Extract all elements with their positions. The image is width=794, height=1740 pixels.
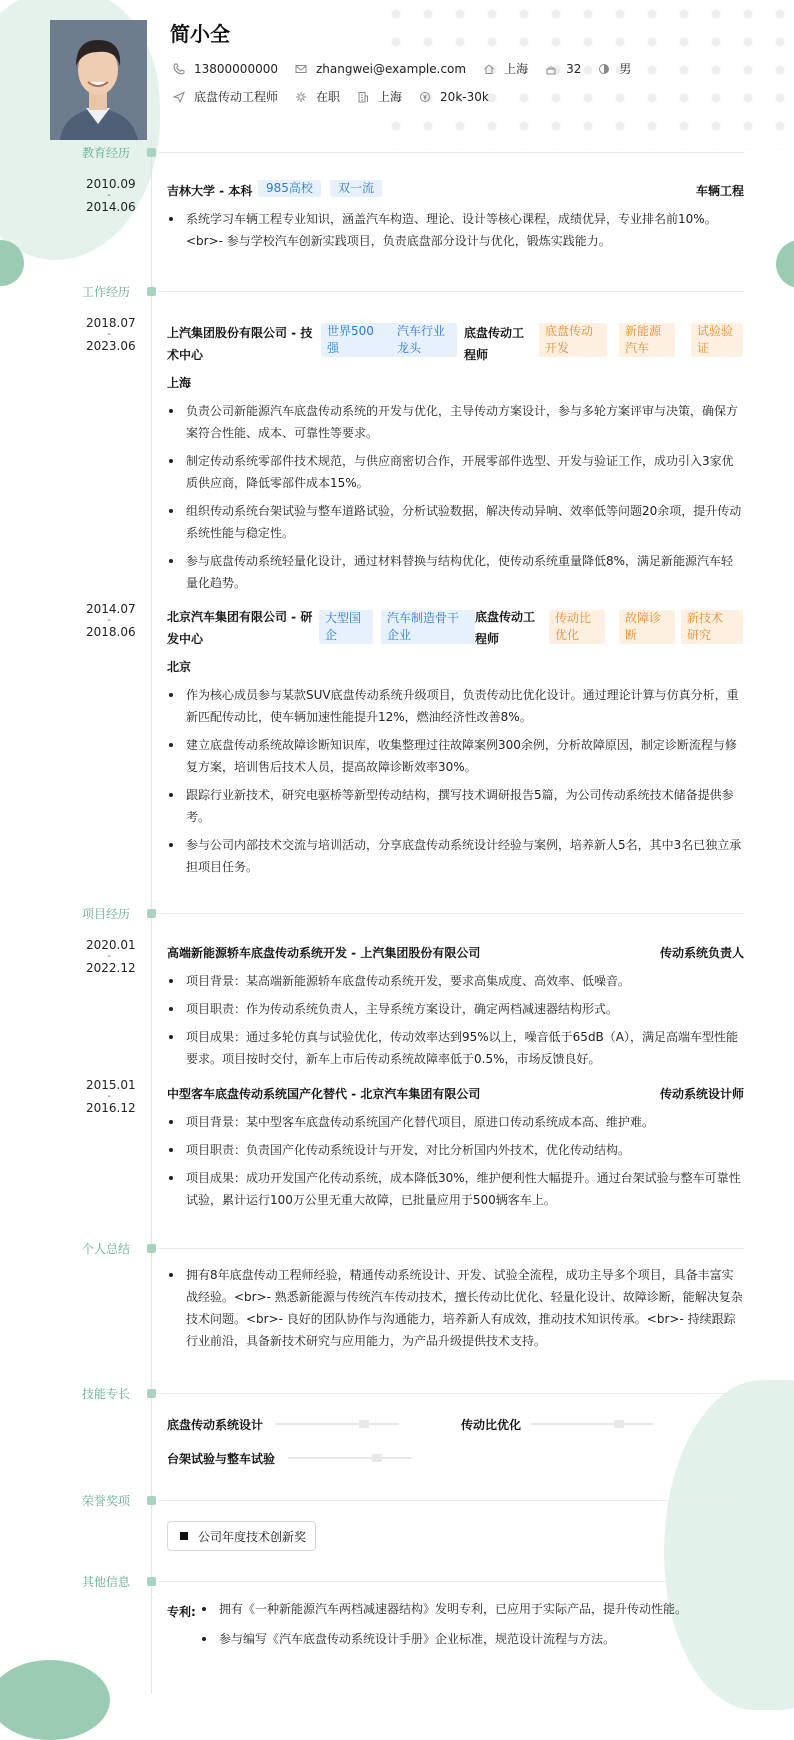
role-name-line: 程师 [475, 632, 500, 646]
phone-item [172, 62, 278, 76]
edu-desc-list [167, 208, 744, 258]
section-title-summary: 个人总结 [82, 1242, 131, 1256]
work-date [86, 602, 136, 639]
section-marker [147, 148, 156, 157]
company-name-line: 北京汽车集团有限公司 - 研 [167, 610, 313, 624]
section-divider [158, 1393, 744, 1394]
tag-text: 新技术 [687, 611, 724, 625]
section-divider [158, 1248, 744, 1249]
skill-level-bar [288, 1457, 412, 1459]
list-item: 参与公司内部技术交流与培训活动，分享底盘传动系统设计经验与案例，培养新人5名，其中3名已独立承担项目任务。 [167, 834, 744, 878]
send-icon [172, 90, 186, 104]
role-tag [691, 323, 743, 357]
date-separator: - [107, 951, 111, 962]
job-info-row [172, 88, 505, 105]
list-item: 制定传动系统零部件技术规范，与供应商密切合作，开展零部件选型、开发与验证工作，成功引入3家优质供应商，降低零部件成本15%。 [167, 450, 744, 494]
skill-level-bar [530, 1423, 654, 1425]
section-marker [147, 1496, 156, 1505]
tag-text: 大型国 [325, 611, 362, 625]
phone-value: 13800000000 [194, 61, 278, 76]
age-value: 32 [566, 61, 582, 76]
tag-text: 企业 [387, 628, 412, 642]
tag-text: 研究 [687, 628, 712, 642]
date-end: 2016.12 [86, 1101, 136, 1115]
list-item: 组织传动系统台架试验与整车道路试验，分析试验数据，解决传动异响、效率低等问题20余项，提升传动系统性能与稳定性。 [167, 500, 744, 544]
list-item: 项目背景：某高端新能源轿车底盘传动系统开发，要求高集成度、高效率、低噪音。 [167, 970, 744, 992]
list-item: 系统学习车辆工程专业知识，涵盖汽车构造、理论、设计等核心课程，成绩优异，专业排名前10%。<br>- 参与学校汽车创新实践项目，负责底盘部分设计与优化，锻炼实践能力。 [167, 208, 744, 252]
list-item: 拥有8年底盘传动工程师经验，精通传动系统设计、开发、试验全流程，成功主导多个项目，具备丰富实战经验。<br>- 熟悉新能源与传统汽车传动技术，擅长传动比优化、轻量化设计、故障诊断，能解决复杂技术问题。<br>- 良好的团队协作与沟通能力，培养新人有成效，推动技术知识传承。<br>- 持续跟踪行业前沿，具备新技术研究与应用能力，为产品升级提供技术支持。 [167, 1264, 744, 1352]
skill-name: 传动比优化 [461, 1418, 522, 1432]
tag-text: 开发 [545, 341, 570, 355]
tag-text: 试验验 [697, 324, 734, 338]
summary-list [167, 1264, 744, 1358]
date-end: 2023.06 [86, 339, 136, 353]
company-name-line: 术中心 [167, 348, 204, 362]
date-separator: - [107, 329, 111, 340]
company-tag [381, 610, 475, 644]
home-icon [482, 62, 496, 76]
work-city: 上海 [167, 376, 192, 390]
date-separator: - [107, 1091, 111, 1102]
salary-item [418, 90, 489, 104]
age-icon [544, 62, 558, 76]
age-item [544, 62, 581, 76]
list-item: 项目成果：成功开发国产化传动系统，成本降低30%，维护便利性大幅提升。通过台架试验与整车可靠性试验，累计运行100万公里无重大故障，已批量应用于500辆客车上。 [167, 1167, 744, 1211]
date-start: 2015.01 [86, 1078, 136, 1092]
list-item: 拥有《一种新能源汽车两档减速器结构》发明专利，已应用于实际产品，提升传动性能。 [200, 1598, 740, 1620]
work-date [86, 316, 136, 353]
tag-text: 传动比 [555, 611, 592, 625]
skill-name: 台架试验与整车试验 [167, 1452, 276, 1466]
section-divider [158, 913, 744, 914]
company-name-line: 发中心 [167, 632, 204, 646]
edu-tag: 985高校 [258, 180, 321, 197]
skill-level-thumb [614, 1420, 624, 1428]
candidate-name: 简小全 [170, 22, 230, 46]
list-item: 作为核心成员参与某款SUV底盘传动系统升级项目，负责传动比优化设计。通过理论计算与仿真分析，重新匹配传动比，使车辆加速性能提升12%，燃油经济性改善8%。 [167, 684, 744, 728]
work-city: 北京 [167, 660, 192, 674]
award-badge [167, 1521, 316, 1551]
section-divider [158, 1500, 744, 1501]
status-value: 在职 [316, 90, 341, 104]
list-item: 负责公司新能源汽车底盘传动系统的开发与优化，主导传动方案设计，参与多轮方案评审与决策，确保方案符合性能、成本、可靠性等要求。 [167, 400, 744, 444]
section-title-awards: 荣誉奖项 [82, 1494, 131, 1508]
date-start: 2010.09 [86, 177, 136, 191]
project-bullet-list [167, 1111, 744, 1217]
tag-text: 新能源 [625, 324, 662, 338]
role-name [464, 322, 524, 366]
bg-circle [776, 240, 794, 288]
skill-level-thumb [372, 1454, 382, 1462]
job-title-value: 底盘传动工程师 [194, 90, 279, 104]
project-bullet-list [167, 970, 744, 1076]
project-role: 传动系统负责人 [659, 946, 744, 960]
section-marker [147, 287, 156, 296]
date-start: 2014.07 [86, 602, 136, 616]
section-title-education: 教育经历 [82, 146, 131, 160]
company-tag [319, 610, 373, 644]
company-tag [321, 323, 399, 357]
company-tag [391, 323, 457, 357]
list-item: 项目职责：作为传动系统负责人，主导系统方案设计，确定两档减速器结构形式。 [167, 998, 744, 1020]
role-name-line: 程师 [464, 348, 489, 362]
location-item [482, 60, 528, 77]
status-icon [294, 90, 308, 104]
list-item: 参与编写《汽车底盘传动系统设计手册》企业标准，规范设计流程与方法。 [200, 1628, 740, 1650]
section-marker [147, 909, 156, 918]
section-marker [147, 1389, 156, 1398]
list-item: 建立底盘传动系统故障诊断知识库，收集整理过往故障案例300余例，分析故障原因，制定诊断流程与修复方案，培训售后技术人员，提高故障诊断效率30%。 [167, 734, 744, 778]
skill-level-bar [275, 1423, 399, 1425]
bg-shape [664, 1380, 794, 1710]
gender-icon [597, 62, 611, 76]
city-item [356, 88, 402, 105]
tag-text: 世界500 [327, 324, 374, 338]
role-tag [549, 610, 605, 644]
patent-label: 专利: [167, 1605, 196, 1619]
edu-date [86, 177, 136, 214]
list-item: 项目职责：负责国产化传动系统设计与开发，对比分析国内外技术，优化传动结构。 [167, 1139, 744, 1161]
role-tag [619, 323, 675, 357]
salary-icon [418, 90, 432, 104]
tag-text: 优化 [555, 628, 580, 642]
section-title-work: 工作经历 [82, 285, 131, 299]
skill-name: 底盘传动系统设计 [167, 1418, 264, 1432]
job-title-item [172, 88, 278, 105]
patent-list [200, 1598, 740, 1626]
tag-text: 故障诊 [625, 611, 662, 625]
role-tag [539, 323, 607, 357]
patent-list [200, 1628, 740, 1656]
tag-text: 证 [697, 341, 710, 355]
company-name [167, 322, 312, 366]
major-name: 车辆工程 [695, 184, 744, 198]
date-end: 2018.06 [86, 625, 136, 639]
project-date [86, 938, 136, 975]
tag-text: 汽车行业 [397, 324, 446, 338]
bg-circle [0, 1660, 110, 1740]
section-title-other: 其他信息 [82, 1575, 131, 1589]
company-name [167, 606, 312, 650]
section-divider [158, 1581, 744, 1582]
project-role: 传动系统设计师 [659, 1087, 744, 1101]
role-tag [619, 610, 675, 644]
tag-text: 强 [327, 341, 340, 355]
project-title: 中型客车底盘传动系统国产化替代 - 北京汽车集团有限公司 [167, 1087, 481, 1101]
section-marker [147, 1244, 156, 1253]
avatar [50, 20, 147, 140]
location-value: 上海 [504, 62, 529, 76]
building-icon [356, 90, 370, 104]
date-end: 2022.12 [86, 961, 136, 975]
tag-text: 龙头 [397, 341, 422, 355]
phone-icon [172, 62, 186, 76]
section-divider [158, 291, 744, 292]
list-item: 跟踪行业新技术，研究电驱桥等新型传动结构，撰写技术调研报告5篇，为公司传动系统技术储备提供参考。 [167, 784, 744, 828]
list-item: 参与底盘传动系统轻量化设计，通过材料替换与结构优化，使传动系统重量降低8%，满足新能源汽车轻量化趋势。 [167, 550, 744, 594]
school-name: 吉林大学 - 本科 [167, 184, 253, 198]
date-end: 2014.06 [86, 200, 136, 214]
date-start: 2018.07 [86, 316, 136, 330]
tag-text: 底盘传动 [545, 324, 594, 338]
award-label: 公司年度技术创新奖 [198, 1529, 307, 1544]
status-item [294, 88, 340, 105]
gender-item [597, 60, 631, 77]
work-bullet-list [167, 684, 744, 884]
tag-text: 汽车制造骨干 [387, 611, 460, 625]
award-icon [180, 1532, 188, 1540]
edu-tag: 双一流 [330, 180, 382, 197]
role-tag [681, 610, 743, 644]
skill-level-thumb [359, 1420, 369, 1428]
email-item [294, 62, 466, 76]
contact-row [172, 60, 647, 77]
work-bullet-list [167, 400, 744, 600]
date-separator: - [107, 615, 111, 626]
tag-text: 企 [325, 628, 338, 642]
section-divider [158, 152, 744, 153]
role-name-line: 底盘传动工 [475, 610, 536, 624]
project-title: 高端新能源轿车底盘传动系统开发 - 上汽集团股份有限公司 [167, 946, 481, 960]
project-date [86, 1078, 136, 1115]
section-title-skills: 技能专长 [82, 1387, 131, 1401]
tag-text: 断 [625, 628, 638, 642]
tag-text: 汽车 [625, 341, 650, 355]
list-item: 项目背景：某中型客车底盘传动系统国产化替代项目，原进口传动系统成本高、维护难。 [167, 1111, 744, 1133]
date-separator: - [107, 190, 111, 201]
role-name-line: 底盘传动工 [464, 326, 525, 340]
gender-value: 男 [619, 62, 632, 76]
section-title-projects: 项目经历 [82, 907, 131, 921]
section-marker [147, 1577, 156, 1586]
company-name-line: 上汽集团股份有限公司 - 技 [167, 326, 313, 340]
mail-icon [294, 62, 308, 76]
city-value: 上海 [378, 90, 403, 104]
list-item: 项目成果：通过多轮仿真与试验优化，传动效率达到95%以上，噪音低于65dB（A），满足高端车型性能要求。项目按时交付，新车上市后传动系统故障率低于0.5%，市场反馈良好。 [167, 1026, 744, 1070]
date-start: 2020.01 [86, 938, 136, 952]
salary-value: 20k-30k [440, 89, 489, 104]
email-value: zhangwei@example.com [315, 61, 467, 76]
role-name [475, 606, 535, 650]
